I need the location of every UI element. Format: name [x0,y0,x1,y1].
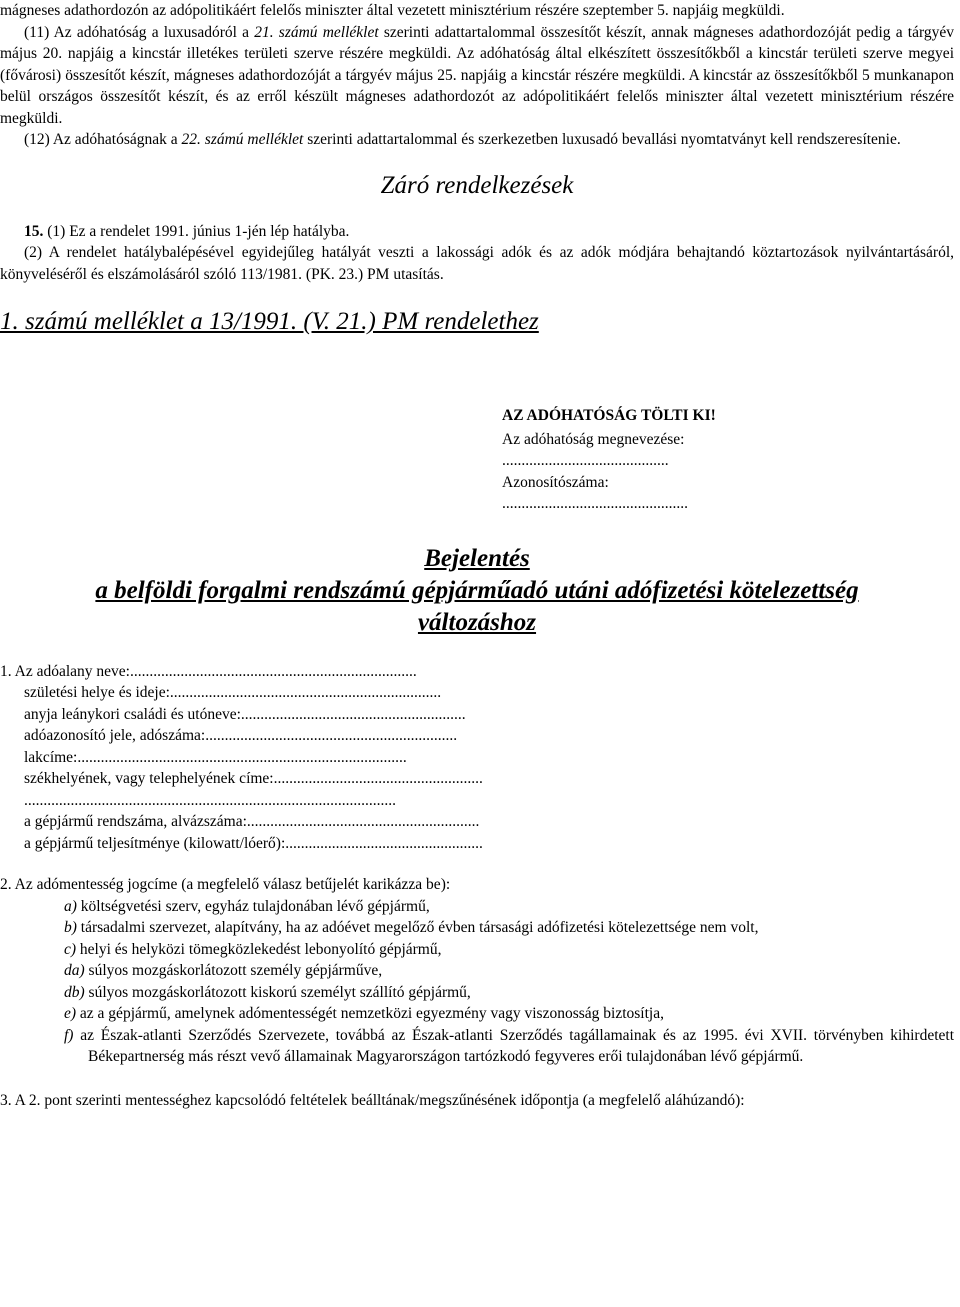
exemption-option-b[interactable] [64,917,954,939]
vehicle-plate-chassis-field[interactable]: a gépjármű rendszáma, alvázszáma:............................................................ [24,813,480,830]
seat-address-field[interactable]: székhelyének, vagy telephelyének címe:...................................................... [24,770,483,787]
paragraph-11-body: szerinti adattartalommal összesítőt készít, annak mágneses adathordozóját pedig a tárgyév május 20. napjáig a kincstár illetékes területi szerve részére megküldi. Az adóhatóság által elkészített összesítőkből a kincstár területi szerve megyei (fővárosi) összesítőt készít, mágneses adathordozóját a tárgyév május 25. napjáig a kincstár részére megküldi. A kincstár az összesítőkből 5 munkanapon belül országos összesítőt készít, és az erről készült mágneses adathordozót az adópolitikáért felelős miniszter által vezetett minisztérium részére megküldi. [0,23,954,127]
exemption-option-a[interactable] [64,896,954,918]
exemption-label: a) [64,897,77,915]
authority-heading: AZ ADÓHATÓSÁG TÖLTI KI! [502,407,716,424]
paragraph-12 [0,129,954,151]
form-title-line-2: a belföldi forgalmi rendszámú gépjárműadó utáni adófizetési kötelezettség [95,576,859,604]
exemption-text: társadalmi szervezet, alapítvány, ha az adóévet megelőző évben társasági adófizetési kötelezettsége nem volt, [76,919,759,936]
exemption-text: helyi és helyközi tömegközlekedést lebonyolító gépjármű, [76,940,442,958]
exemption-text: súlyos mozgáskorlátozott személy gépjárműve, [84,962,383,979]
exemption-text: költségvetési szerv, egyház tulajdonában lévő gépjármű, [76,897,430,915]
form-title-line-3: változáshoz [417,608,537,636]
tax-id-field[interactable]: adóazonosító jele, adószáma:................................................................. [24,727,458,744]
section-15-text: (1) Ez a rendelet 1991. június 1-jén lép hatályba. [47,222,350,240]
exemption-label: c) [64,940,77,958]
intro-paragraph-continuation: mágneses adathordozón az adópolitikáért felelős miniszter által vezetett minisztérium részére szeptember 5. napjáig megküldi. [0,2,785,19]
address-field[interactable]: lakcíme:..................................................................................... [24,748,407,766]
section-15-paragraph-2: (2) A rendelet hatálybalépésével egyidejűleg hatályát veszti a lakossági adók és az adók módjára behajtandó köztartozások nyilvántartásáról, könyveléséről és elszámolásáról szóló 113/1981. (PK. 23.) PM utasítás. [0,244,954,283]
exemption-text: az a gépjármű, amelynek adómentességét nemzetközi egyezmény vagy viszonosság biztosítja, [76,1005,664,1022]
exemption-option-db[interactable] [64,982,954,1004]
exemption-text: súlyos mozgáskorlátozott kiskorú személyt szállító gépjármű, [84,983,471,1001]
taxpayer-fields [0,661,954,855]
annex-1-title: 1. számú melléklet a 13/1991. (V. 21.) PM rendelethez [0,308,539,335]
exemption-section [0,874,954,1068]
form-title-line-1: Bejelentés [424,544,530,572]
section-15-paragraph-1 [0,221,954,243]
exemption-option-f[interactable] [64,1025,954,1068]
taxpayer-name-field[interactable]: 1. Az adóalany neve:.......................................................................... [0,662,417,680]
paragraph-12-body: szerinti adattartalommal és szerkezetben luxusadó bevallási nyomtatványt kell rendszeresítenie. [303,131,901,148]
authority-name-field[interactable]: ........................................... [502,452,669,469]
exemption-text: az Észak-atlanti Szerződés Szervezete, továbbá az Észak-atlanti Szerződés tagállamainak és az 1995. évi XVII. törvényben kihirdetett Békepartnerség más részt vevő államainak Magyarországon tartózkodó fegyveres erői tulajdonában lévő gépjármű. [73,1026,954,1065]
annex-22-reference: 22. számú melléklet [181,131,304,148]
birth-place-date-field[interactable]: születési helye és ideje:...................................................................... [24,684,442,701]
exemption-label: da) [64,962,85,979]
paragraph-11-lead: (11) Az adóhatóság a luxusadóról a [24,23,255,41]
authority-name-label: Az adóhatóság megnevezése: [502,430,685,448]
paragraph-12-lead: (12) Az adóhatóságnak a [24,131,182,148]
exemption-label: b) [64,919,77,936]
authority-box [502,405,954,515]
authority-id-field[interactable]: ................................................ [502,495,688,512]
exemption-option-da[interactable] [64,960,954,982]
paragraph-11 [0,22,954,130]
annex-21-reference: 21. számú melléklet [254,23,379,41]
seat-address-continuation-field[interactable]: ................................................................................................ [24,791,396,809]
exemption-intro: 2. Az adómentesség jogcíme (a megfelelő válasz betűjelét karikázza be): [0,876,451,893]
final-provisions-title: Záró rendelkezések [380,171,574,199]
exemption-option-e[interactable] [64,1003,954,1025]
exemption-option-c[interactable] [64,939,954,961]
exemption-label: f) [64,1026,74,1044]
section-3-text: 3. A 2. pont szerinti mentességhez kapcsolódó feltételek beálltának/megszűnésének időpontja (a megfelelő aláhúzandó): [0,1091,745,1109]
form-title [0,543,954,639]
vehicle-power-field[interactable]: a gépjármű teljesítménye (kilowatt/lóerő):................................................... [24,834,483,852]
mother-name-field[interactable]: anyja leánykori családi és utóneve:.......................................................... [24,705,466,723]
authority-id-label: Azonosítószáma: [502,473,609,491]
section-15-number: 15. [24,222,48,240]
exemption-label: db) [64,983,85,1001]
exemption-label: e) [64,1005,77,1022]
